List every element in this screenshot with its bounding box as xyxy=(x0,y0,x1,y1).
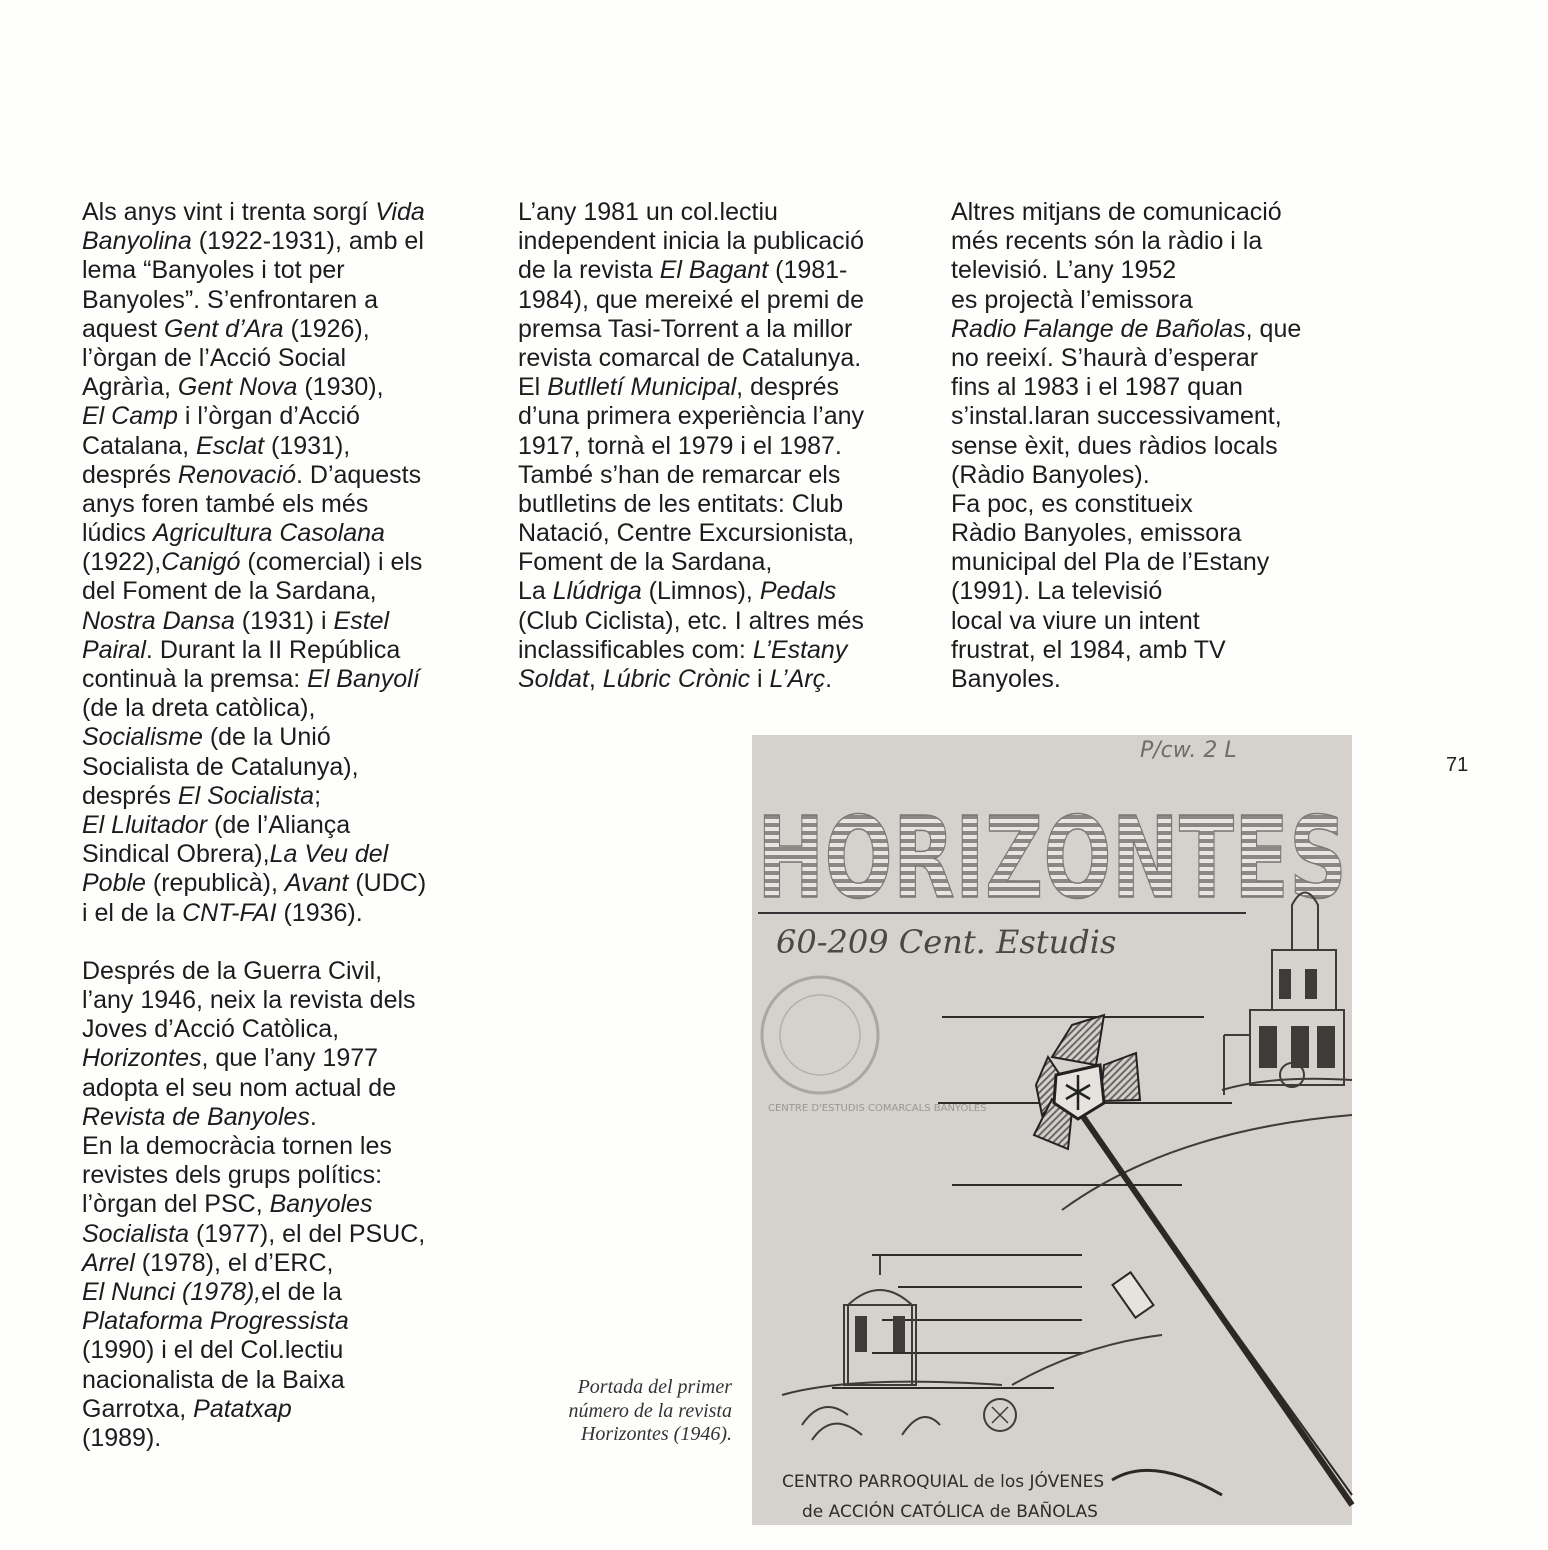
text-run: (1989). xyxy=(82,1423,162,1452)
italic-title: Renovació xyxy=(177,460,297,489)
text-run: (1931), xyxy=(264,431,351,460)
text-line xyxy=(82,344,492,373)
text-run: (republicà), xyxy=(145,869,285,898)
text-run: Joves d’Acció Catòlica, xyxy=(82,1015,340,1044)
text-column-2 xyxy=(518,198,918,694)
italic-title: Estel xyxy=(333,606,390,635)
text-run: (de la Unió xyxy=(202,723,331,752)
italic-title: Banyolina xyxy=(82,227,192,256)
text-run: lema “Banyoles i tot per xyxy=(82,256,345,285)
italic-title: Butlletí Municipal xyxy=(547,373,737,402)
text-run: Sindical Obrera), xyxy=(82,840,270,869)
text-run: Socialista de Catalunya), xyxy=(82,752,359,781)
text-run: Banyoles”. S’enfrontaren a xyxy=(82,285,379,314)
text-line xyxy=(518,315,918,344)
text-line xyxy=(82,723,492,752)
text-column-3 xyxy=(951,198,1331,694)
text-line xyxy=(82,840,492,869)
text-column-1 xyxy=(82,198,492,1453)
text-line xyxy=(82,986,492,1015)
italic-title: El Camp xyxy=(82,402,178,431)
text-line xyxy=(518,607,918,636)
text-line xyxy=(82,1366,492,1395)
cover-footer-line-2: de ACCIÓN CATÓLICA de BAÑOLAS xyxy=(802,1502,1098,1522)
text-line xyxy=(82,577,492,606)
text-run: s’instal.laran successivament, xyxy=(951,402,1282,431)
text-line xyxy=(82,899,492,928)
text-run: La xyxy=(518,577,553,606)
italic-title: La Veu del xyxy=(269,840,389,869)
text-run: Després de la Guerra Civil, xyxy=(82,956,383,985)
text-line xyxy=(518,519,918,548)
text-line xyxy=(82,1424,492,1453)
text-run: Als anys vint i trenta sorgí xyxy=(82,198,376,226)
text-run: , xyxy=(588,665,603,693)
text-run: municipal del Pla de l’Estany xyxy=(951,548,1270,577)
italic-title: Poble xyxy=(82,869,146,898)
text-run: sense èxit, dues ràdios locals xyxy=(951,431,1278,460)
text-line xyxy=(82,315,492,344)
text-run: 1984), que mereixé el premi de xyxy=(518,285,865,314)
text-line xyxy=(518,344,918,373)
text-run: més recents són la ràdio i la xyxy=(951,227,1263,256)
text-line xyxy=(951,227,1331,256)
italic-title: Socialista xyxy=(82,1219,189,1248)
text-run: independent inicia la publicació xyxy=(518,227,865,256)
text-line xyxy=(951,373,1331,402)
text-run: , després xyxy=(736,373,840,402)
italic-title: El Bagant xyxy=(659,256,769,285)
text-run: (1922-1931), amb el xyxy=(191,227,424,256)
text-run: (1936). xyxy=(276,898,363,927)
text-line xyxy=(951,548,1331,577)
cover-handwritten-note: 60-209 Cent. Estudis xyxy=(776,923,1117,961)
text-line xyxy=(951,490,1331,519)
text-line xyxy=(951,198,1331,227)
text-line xyxy=(951,432,1331,461)
italic-title: Patatxap xyxy=(193,1394,292,1423)
text-run: (1922), xyxy=(82,548,162,577)
italic-title: Avant xyxy=(284,869,349,898)
italic-title: Pedals xyxy=(759,577,837,606)
text-run: . xyxy=(309,1102,317,1131)
text-run: premsa Tasi-Torrent a la millor xyxy=(518,314,853,343)
italic-title: Canigó xyxy=(161,548,241,577)
text-line xyxy=(518,665,918,694)
italic-title: Plataforma Progressista xyxy=(82,1307,349,1336)
text-line xyxy=(82,198,492,227)
text-run: lúdics xyxy=(82,519,153,548)
italic-title: Banyoles xyxy=(269,1190,373,1219)
text-run: de la revista xyxy=(518,256,660,285)
caption-line: Horizontes (1946). xyxy=(580,1423,732,1445)
text-run: (1931) i xyxy=(234,606,334,635)
text-line xyxy=(518,636,918,665)
stamp-text: CENTRE D'ESTUDIS COMARCALS BANYOLES xyxy=(768,1103,987,1114)
text-line xyxy=(82,461,492,490)
italic-title: Llúdriga xyxy=(552,577,642,606)
text-line xyxy=(518,577,918,606)
italic-title: Soldat xyxy=(518,665,589,693)
text-line xyxy=(951,577,1331,606)
text-run: Foment de la Sardana, xyxy=(518,548,773,577)
italic-title: Lúbric Crònic xyxy=(602,665,751,693)
text-run: 1917, tornà el 1979 i el 1987. xyxy=(518,431,842,460)
text-run: Ràdio Banyoles, emissora xyxy=(951,519,1242,548)
text-run: (Club Ciclista), etc. I altres més xyxy=(518,606,864,635)
text-line xyxy=(82,1074,492,1103)
text-line xyxy=(82,1015,492,1044)
text-run: aquest xyxy=(82,314,165,343)
italic-title: Esclat xyxy=(195,431,265,460)
text-line xyxy=(82,373,492,402)
text-line xyxy=(951,315,1331,344)
text-line xyxy=(82,694,492,723)
text-run: i l’òrgan d’Acció xyxy=(177,402,360,431)
text-line xyxy=(82,432,492,461)
italic-title: Nostra Dansa xyxy=(82,606,235,635)
italic-title: Radio Falange de Bañolas xyxy=(951,314,1246,343)
text-line xyxy=(951,636,1331,665)
italic-title: L’Estany xyxy=(752,635,848,664)
text-line xyxy=(518,461,918,490)
italic-title: Horizontes xyxy=(82,1044,202,1073)
italic-title: Gent Nova xyxy=(177,373,298,402)
text-line xyxy=(951,402,1331,431)
text-line xyxy=(82,1336,492,1365)
text-line xyxy=(82,782,492,811)
text-line xyxy=(518,490,918,519)
caption-line: Portada del primer xyxy=(577,1376,732,1398)
text-run: (1990) i el del Col.lectiu xyxy=(82,1336,344,1365)
text-line xyxy=(82,607,492,636)
text-line xyxy=(82,227,492,256)
text-run: Catalana, xyxy=(82,431,196,460)
text-run: nacionalista de la Baixa xyxy=(82,1365,345,1394)
text-run: i xyxy=(750,665,770,693)
text-run: . Durant la II República xyxy=(145,635,401,664)
text-run: (1981- xyxy=(768,256,848,285)
text-run: després xyxy=(82,460,178,489)
text-run: inclassificables com: xyxy=(518,635,753,664)
text-line xyxy=(82,811,492,840)
italic-title: Agricultura Casolana xyxy=(152,519,385,548)
text-run: El xyxy=(518,373,548,402)
text-run: adopta el seu nom actual de xyxy=(82,1073,397,1102)
text-line xyxy=(518,373,918,402)
text-run: televisió. L’any 1952 xyxy=(951,256,1177,285)
caption-line: número de la revista xyxy=(568,1399,732,1422)
text-run: , que l’any 1977 xyxy=(201,1044,379,1073)
italic-title: CNT-FAI xyxy=(182,898,277,927)
text-line xyxy=(82,665,492,694)
text-run: el de la xyxy=(261,1277,342,1306)
text-line xyxy=(82,490,492,519)
text-run: l’òrgan de l’Acció Social xyxy=(82,343,347,372)
text-line xyxy=(518,402,918,431)
text-line xyxy=(82,1103,492,1132)
text-run: frustrat, el 1984, amb TV xyxy=(951,635,1226,664)
text-line xyxy=(518,286,918,315)
text-line xyxy=(951,286,1331,315)
text-line xyxy=(82,1132,492,1161)
text-run: no reeixí. S’haurà d’esperar xyxy=(951,343,1259,372)
text-run: . D’aquests xyxy=(296,460,422,489)
text-line xyxy=(82,1190,492,1219)
cover-footer-line-1: CENTRO PARROQUIAL de los JÓVENES xyxy=(782,1472,1105,1492)
text-line xyxy=(82,519,492,548)
text-run: l’òrgan del PSC, xyxy=(82,1190,270,1219)
text-run: (UDC) xyxy=(348,869,427,898)
text-run: (1977), el del PSUC, xyxy=(189,1219,426,1248)
text-run: Banyoles. xyxy=(951,665,1061,693)
italic-title: El Nunci (1978), xyxy=(82,1277,262,1306)
paragraph-gap xyxy=(82,928,492,957)
text-run: anys foren també els més xyxy=(82,489,369,518)
text-line xyxy=(82,548,492,577)
text-line xyxy=(82,1220,492,1249)
text-run: revista comarcal de Catalunya. xyxy=(518,343,862,372)
text-run: Agràrìa, xyxy=(82,373,178,402)
text-run: (1991). La televisió xyxy=(951,577,1163,606)
text-run: després xyxy=(82,781,178,810)
text-line xyxy=(82,402,492,431)
text-run: Fa poc, es constitueix xyxy=(951,489,1193,518)
text-line xyxy=(82,753,492,782)
text-line xyxy=(82,869,492,898)
text-run: l’any 1946, neix la revista dels xyxy=(82,986,416,1015)
text-line xyxy=(82,957,492,986)
text-run: (de la dreta catòlica), xyxy=(82,694,316,723)
text-run: (de l’Aliança xyxy=(207,810,351,839)
text-run: (Ràdio Banyoles). xyxy=(951,460,1150,489)
cover-top-note: P/cw. 2 L xyxy=(1140,738,1237,763)
text-line xyxy=(518,432,918,461)
text-line xyxy=(951,344,1331,373)
italic-title: Gent d’Ara xyxy=(164,314,284,343)
text-line xyxy=(82,1395,492,1424)
italic-title: El Lluitador xyxy=(82,810,208,839)
text-run: continuà la premsa: xyxy=(82,665,308,693)
italic-title: El Socialista xyxy=(177,781,315,810)
text-line xyxy=(82,1249,492,1278)
text-line xyxy=(82,636,492,665)
text-run: fins al 1983 i el 1987 quan xyxy=(951,373,1243,402)
horizontes-cover-photo xyxy=(752,735,1352,1525)
text-line xyxy=(82,286,492,315)
text-run: Garrotxa, xyxy=(82,1394,194,1423)
text-run: Natació, Centre Excursionista, xyxy=(518,519,855,548)
text-line xyxy=(518,227,918,256)
text-line xyxy=(82,256,492,285)
text-run: . xyxy=(825,665,833,693)
italic-title: Arrel xyxy=(82,1248,135,1277)
text-run: butlletins de les entitats: Club xyxy=(518,489,844,518)
text-run: revistes dels grups polítics: xyxy=(82,1161,383,1190)
text-line xyxy=(82,1278,492,1307)
italic-title: El Banyolí xyxy=(307,665,420,693)
text-run: (Limnos), xyxy=(641,577,760,606)
cover-title: HORIZONTES xyxy=(757,794,1347,924)
page-number: 71 xyxy=(1446,754,1469,776)
text-line xyxy=(518,548,918,577)
text-line xyxy=(951,665,1331,694)
text-run: del Foment de la Sardana, xyxy=(82,577,377,606)
text-run: (1926), xyxy=(283,314,370,343)
text-line xyxy=(951,519,1331,548)
text-line xyxy=(82,1307,492,1336)
italic-title: Pairal xyxy=(82,635,146,664)
text-run: , que xyxy=(1245,314,1302,343)
text-run: local va viure un intent xyxy=(951,606,1200,635)
italic-title: L’Arç xyxy=(769,665,826,693)
text-run: (1930), xyxy=(297,373,384,402)
italic-title: Vida xyxy=(375,198,425,226)
text-run: ; xyxy=(314,781,322,810)
text-run: es projectà l’emissora xyxy=(951,285,1193,314)
text-line xyxy=(518,198,918,227)
text-run: (comercial) i els xyxy=(240,548,423,577)
text-run: d’una primera experiència l’any xyxy=(518,402,865,431)
text-run: Altres mitjans de comunicació xyxy=(951,198,1282,226)
text-run: i el de la xyxy=(82,898,183,927)
text-line xyxy=(951,607,1331,636)
italic-title: Revista de Banyoles xyxy=(82,1102,310,1131)
text-run: També s’han de remarcar els xyxy=(518,460,841,489)
text-line xyxy=(82,1044,492,1073)
figure-caption xyxy=(520,1376,732,1447)
text-line xyxy=(951,461,1331,490)
text-line xyxy=(82,1161,492,1190)
text-line xyxy=(518,256,918,285)
text-run: L’any 1981 un col.lectiu xyxy=(518,198,778,226)
italic-title: Socialisme xyxy=(82,723,203,752)
text-run: (1978), el d’ERC, xyxy=(134,1248,334,1277)
text-run: En la democràcia tornen les xyxy=(82,1132,392,1160)
text-line xyxy=(951,256,1331,285)
